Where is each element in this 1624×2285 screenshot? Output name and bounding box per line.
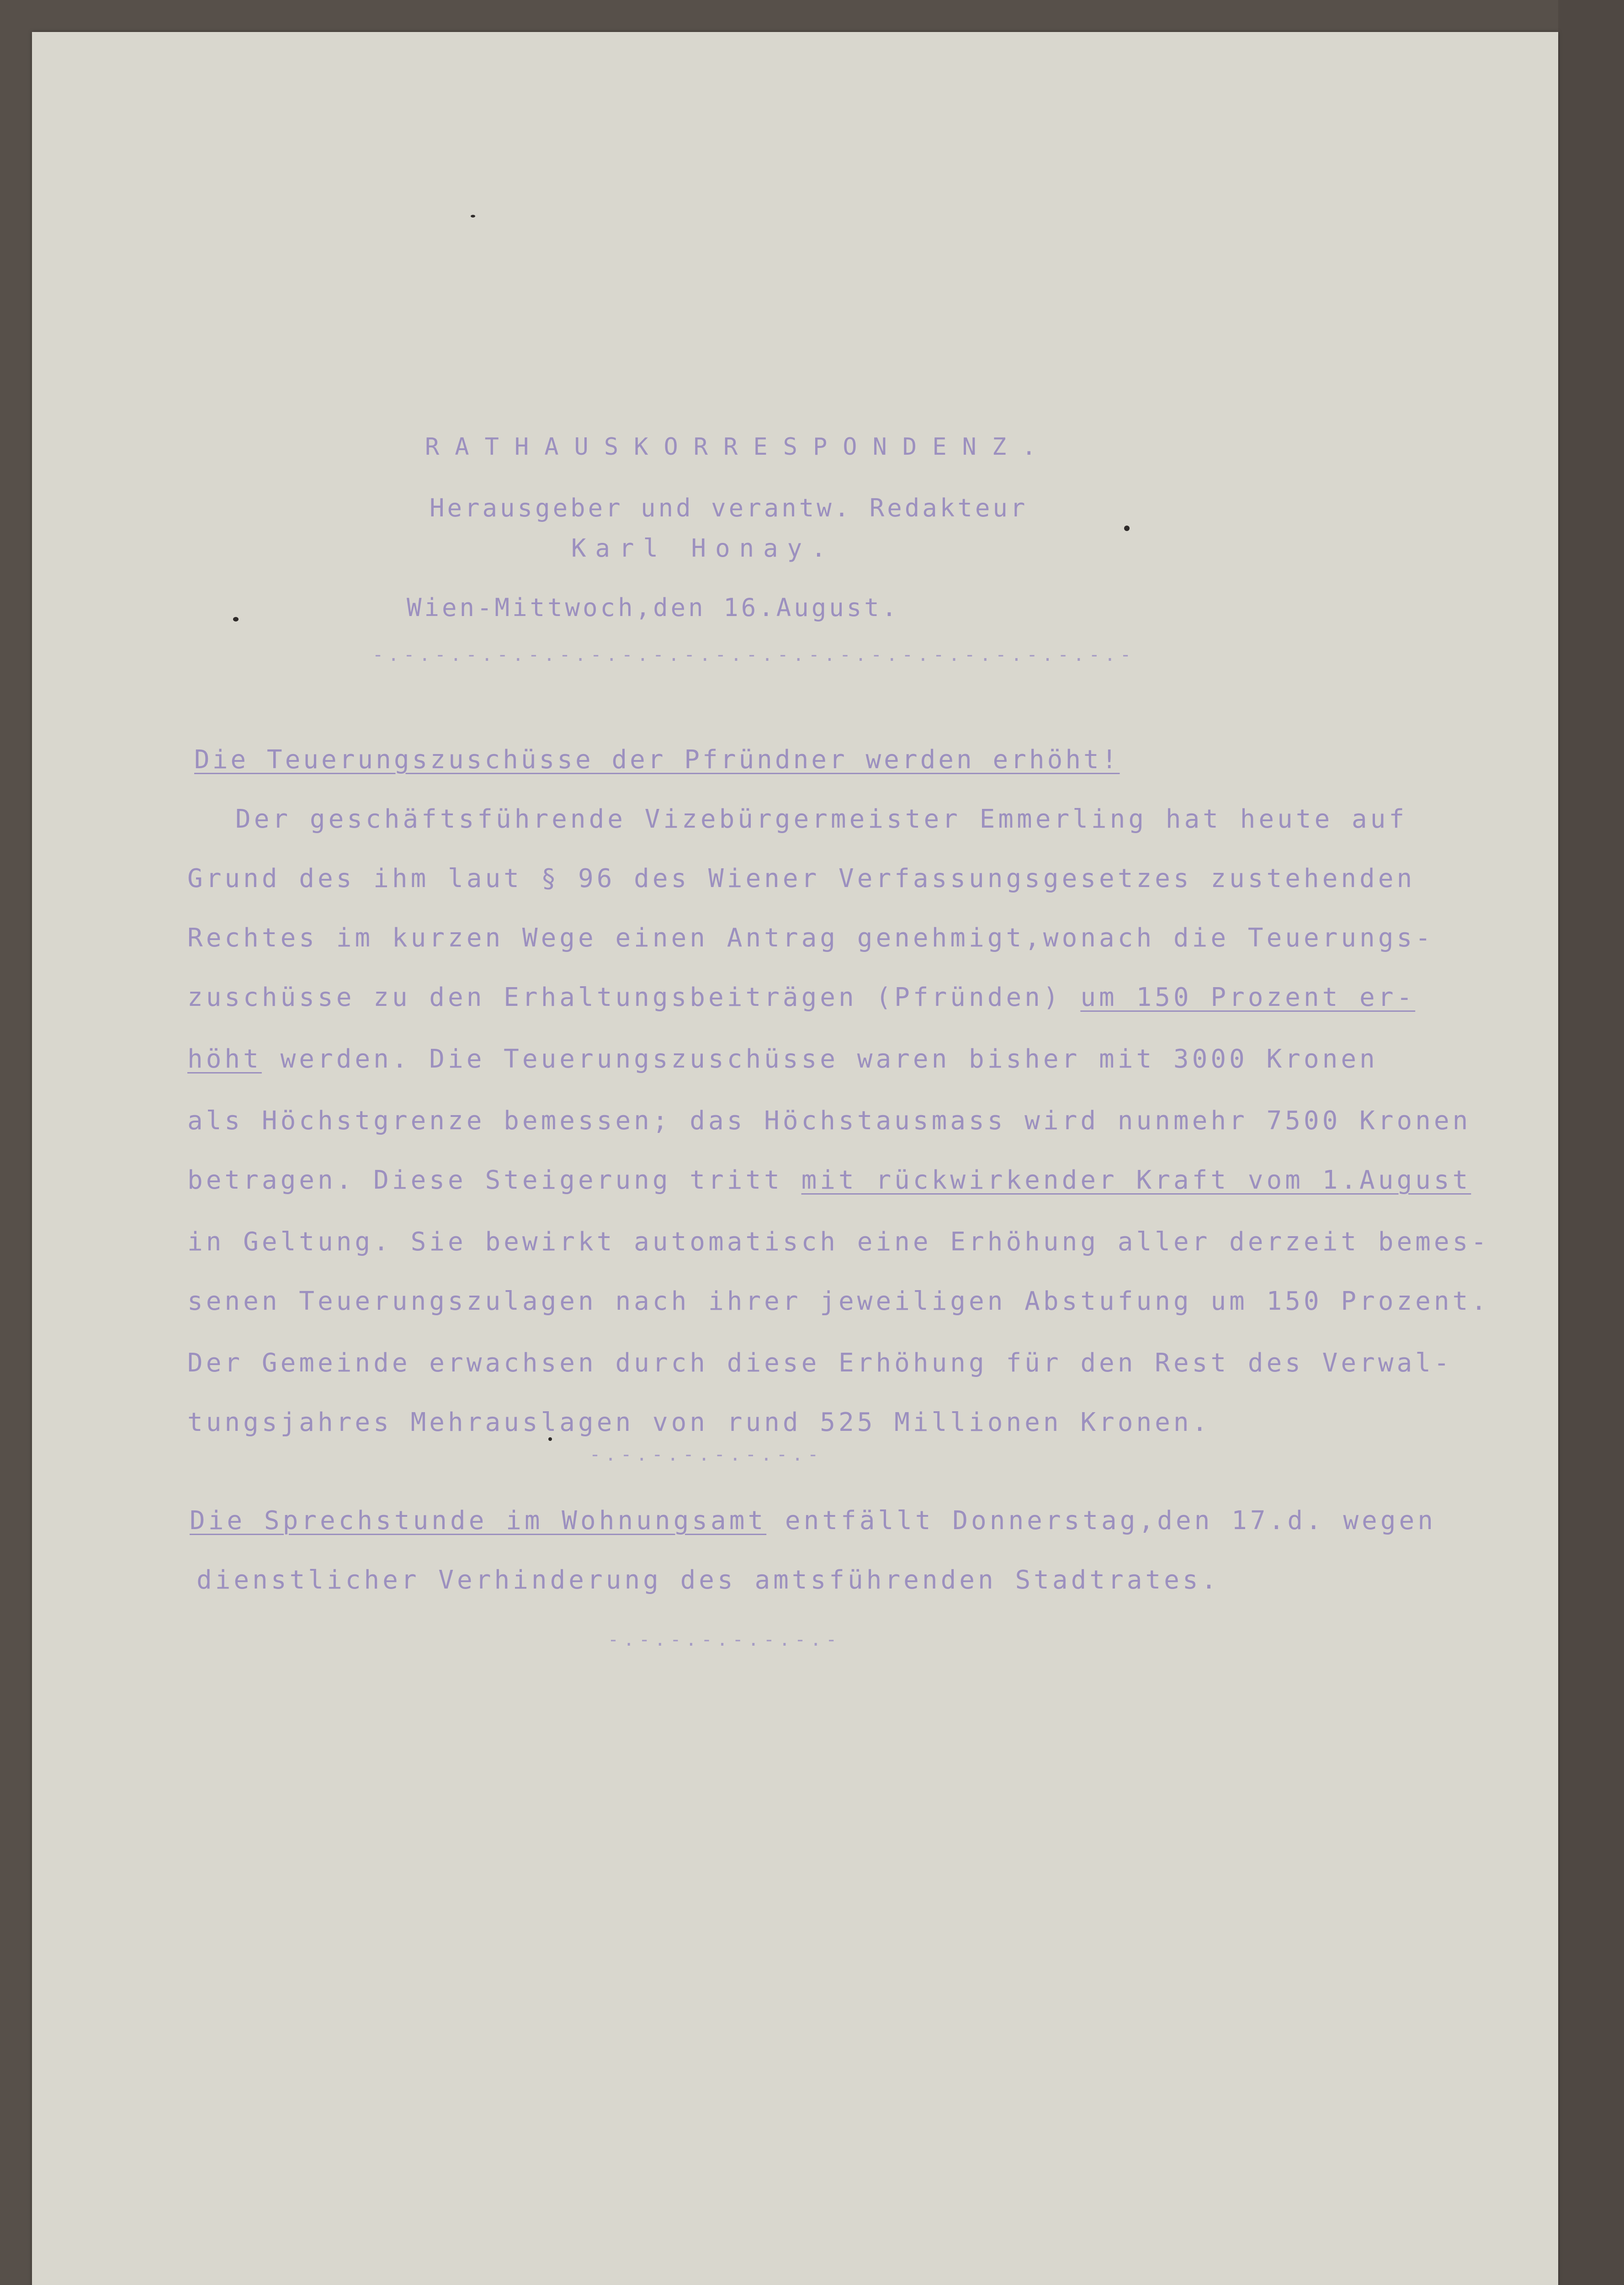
article-text: werden. Die Teuerungszuschüsse waren bisher mit 3000 Kronen [261, 1044, 1378, 1074]
article-text: entfällt Donnerstag,den 17.d. wegen [766, 1506, 1436, 1536]
article-line: Rechtes im kurzen Wege einen Antrag genehmigt,wonach die Teuerungs- [187, 923, 1434, 953]
article-line: Grund des ihm laut § 96 des Wiener Verfassungsgesetzes zustehenden [187, 864, 1416, 893]
article-line: tungsjahres Mehrauslagen von rund 525 Millionen Kronen. [187, 1408, 1211, 1437]
article2-line [190, 1506, 1436, 1536]
underlined-text: um 150 Prozent er- [1080, 983, 1416, 1012]
paper-speck [1124, 526, 1130, 531]
article-text: zuschüsse zu den Erhaltungsbeiträgen (Pfründen) [187, 983, 1081, 1012]
dateline: Wien-Mittwoch,den 16.August. [407, 593, 900, 622]
article-line: in Geltung. Sie bewirkt automatisch eine Erhöhung aller derzeit bemes- [187, 1227, 1490, 1257]
publisher-line: Herausgeber und verantw. Redakteur [430, 494, 1028, 522]
article-line: als Höchstgrenze bemessen; das Höchstausmass wird nunmehr 7500 Kronen [187, 1106, 1471, 1136]
publication-title: RATHAUSKORRESPONDENZ. [425, 433, 1052, 461]
article2-headline: Die Sprechstunde im Wohnungsamt [190, 1506, 767, 1536]
article-line: Der geschäftsführende Vizebürgermeister Emmerling hat heute auf [235, 804, 1408, 834]
document-sheet [32, 32, 1558, 2285]
article-line: senen Teuerungszulagen nach ihrer jeweiligen Abstufung um 150 Prozent. [187, 1286, 1490, 1316]
editor-name: Karl Honay. [571, 534, 835, 563]
article2-line: dienstlicher Verhinderung des amtsführenden Stadtrates. [196, 1565, 1220, 1595]
paper-speck [233, 617, 239, 622]
divider-top: -.-.-.-.-.-.-.-.-.-.-.-.-.-.-.-.-.-.-.-.-.-.-.-.- [372, 644, 1136, 665]
paper-speck [471, 215, 475, 218]
underlined-text: mit rückwirkender Kraft vom 1.August [801, 1165, 1471, 1195]
paper-speck [548, 1437, 552, 1441]
scan-edge [1558, 0, 1624, 2285]
underlined-text: höht [187, 1044, 262, 1074]
article-line [187, 1165, 1471, 1195]
article-text: betragen. Diese Steigerung tritt [187, 1165, 801, 1195]
divider-bottom: -.-.-.-.-.-.-.- [608, 1629, 842, 1650]
article-line: Der Gemeinde erwachsen durch diese Erhöhung für den Rest des Verwal- [187, 1348, 1453, 1378]
article-headline: Die Teuerungszuschüsse der Pfründner werden erhöht! [194, 745, 1120, 775]
article-line [187, 983, 1415, 1012]
divider-middle: -.-.-.-.-.-.-.- [589, 1444, 823, 1465]
article-line [187, 1044, 1378, 1074]
